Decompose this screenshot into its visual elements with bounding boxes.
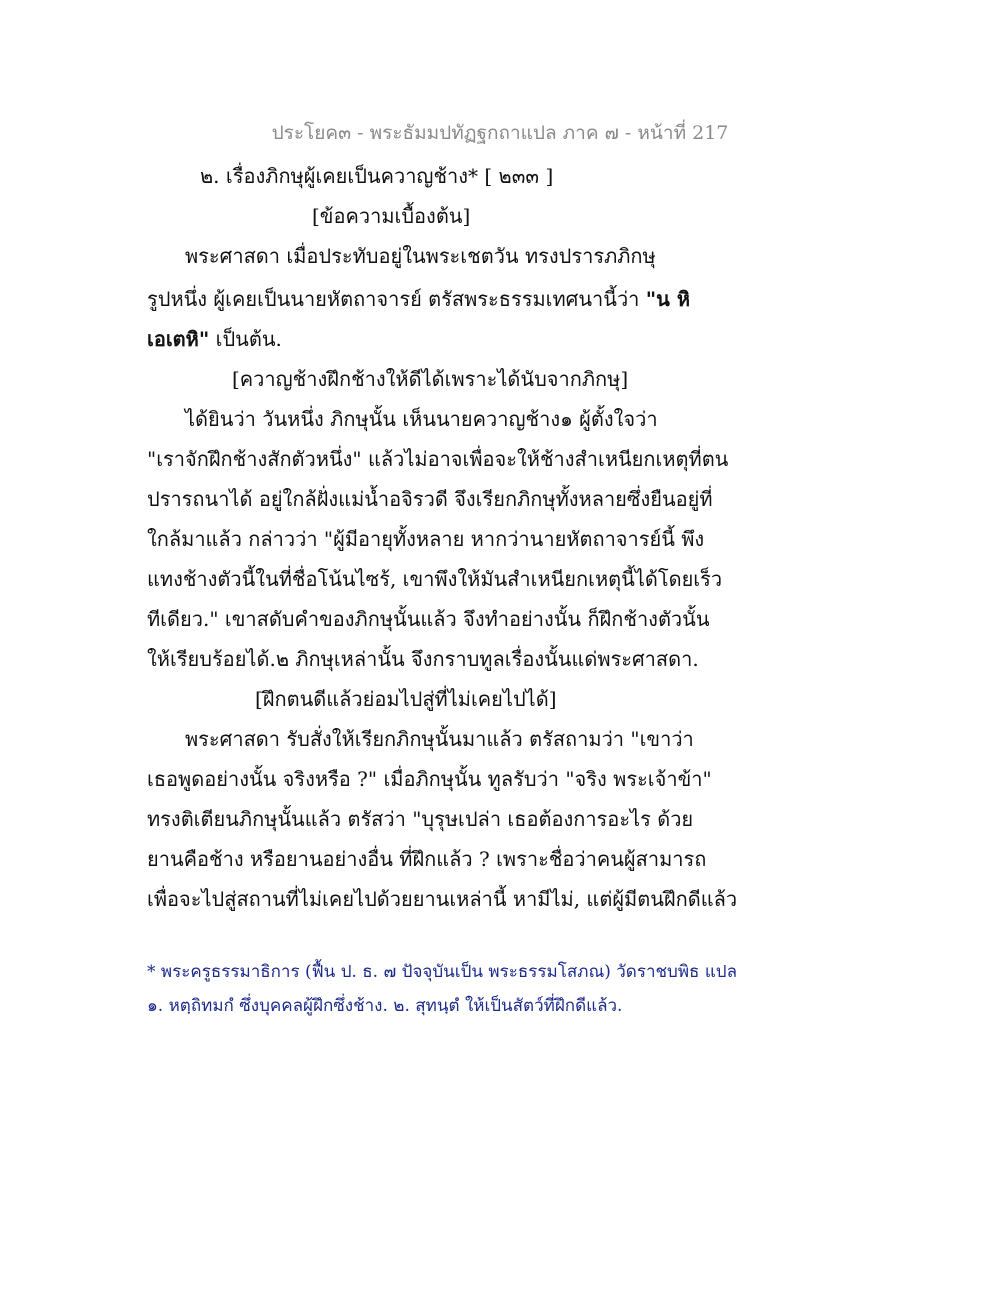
paragraph-2-line-2: "เราจักฝึกช้างสักตัวหนึ่ง" แล้วไม่อาจเพื่อจะให้ช้างสำเหนียกเหตุที่ตน xyxy=(147,447,729,471)
paragraph-2-line-5: แทงช้างตัวนี้ในที่ชื่อโน้นไซร้, เขาพึงให้มันสำเหนียกเหตุนี้ได้โดยเร็ว xyxy=(147,567,723,591)
paragraph-2-line-3: ปรารถนาได้ อยู่ใกล้ฝั่งแม่น้ำอจิรวดี จึงเรียกภิกษุทั้งหลายซึ่งยืนอยู่ที่ xyxy=(147,487,713,511)
paragraph-3-line-4: ยานคือช้าง หรือยานอย่างอื่น ที่ฝึกแล้ว ? เพราะชื่อว่าคนผู้สามารถ xyxy=(147,847,707,871)
paragraph-2-line-1: ได้ยินว่า วันหนึ่ง ภิกษุนั้น เห็นนายควาญช้าง๑ ผู้ตั้งใจว่า xyxy=(185,407,658,431)
paragraph-3-line-5: เพื่อจะไปสู่สถานที่ไม่เคยไปด้วยยานเหล่านี้ หามีไม่, แต่ผู้มีตนฝึกดีแล้ว xyxy=(147,887,738,911)
paragraph-2-line-4: ใกล้มาแล้ว กล่าวว่า "ผู้มีอายุทั้งหลาย หากว่านายหัตถาจารย์นี้ พึง xyxy=(147,527,705,551)
footnote-translator: * พระครูธรรมาธิการ (ฟื้น ป. ธ. ๗ ปัจจุบันเป็น พระธรรมโสภณ) วัดราชบพิธ แปล xyxy=(147,962,738,982)
story-title: ๒. เรื่องภิกษุผู้เคยเป็นควาญช้าง* [ ๒๓๓ ] xyxy=(200,164,554,188)
paragraph-3-line-2: เธอพูดอย่างนั้น จริงหรือ ?" เมื่อภิกษุนั้น ทูลรับว่า "จริง พระเจ้าข้า" xyxy=(147,767,712,791)
quote-na-hi: "น หิ xyxy=(645,287,691,311)
running-header xyxy=(0,118,1000,148)
subheading-intro: [ข้อความเบื้องต้น] xyxy=(312,204,471,228)
subheading-training: [ควาญช้างฝึกช้างให้ดีได้เพราะได้นับจากภิกษุ] xyxy=(232,367,629,391)
paragraph-2-line-7: ให้เรียบร้อยได้.๒ ภิกษุเหล่านั้น จึงกราบทูลเรื่องนั้นแด่พระศาสดา. xyxy=(147,647,699,671)
quote-etehi: เอเตหิ" xyxy=(147,327,210,351)
paragraph-1-line-2 xyxy=(147,283,690,315)
paragraph-1-line-3 xyxy=(147,323,282,355)
paragraph-3-line-1: พระศาสดา รับสั่งให้เรียกภิกษุนั้นมาแล้ว ตรัสถามว่า "เขาว่า xyxy=(185,727,694,751)
footnote-glosses: ๑. หตฺถิทมกํ ซึ่งบุคคลผู้ฝึกซึ่งช้าง. ๒. สุทนฺตํ ให้เป็นสัตว์ที่ฝึกดีแล้ว. xyxy=(147,996,623,1016)
paragraph-2-line-6: ทีเดียว." เขาสดับคำของภิกษุนั้นแล้ว จึงทำอย่างนั้น ก็ฝึกช้างตัวนั้น xyxy=(147,607,710,631)
p1-line2-text: รูปหนึ่ง ผู้เคยเป็นนายหัตถาจารย์ ตรัสพระธรรมเทศนานี้ว่า xyxy=(147,287,646,311)
paragraph-3-line-3: ทรงติเตียนภิกษุนั้นแล้ว ตรัสว่า "บุรุษเปล่า เธอต้องการอะไร ด้วย xyxy=(147,807,694,831)
subheading-self-training: [ฝึกตนดีแล้วย่อมไปสู่ที่ไม่เคยไปได้] xyxy=(255,687,557,711)
paragraph-1-line-1: พระศาสดา เมื่อประทับอยู่ในพระเชตวัน ทรงปรารภภิกษุ xyxy=(185,244,656,268)
running-header-text: ประโยค๓ - พระธัมมปทัฏฐกถาแปล ภาค ๗ - หน้าที่ 217 xyxy=(271,122,729,144)
p1-line3-text: เป็นต้น. xyxy=(209,327,282,351)
